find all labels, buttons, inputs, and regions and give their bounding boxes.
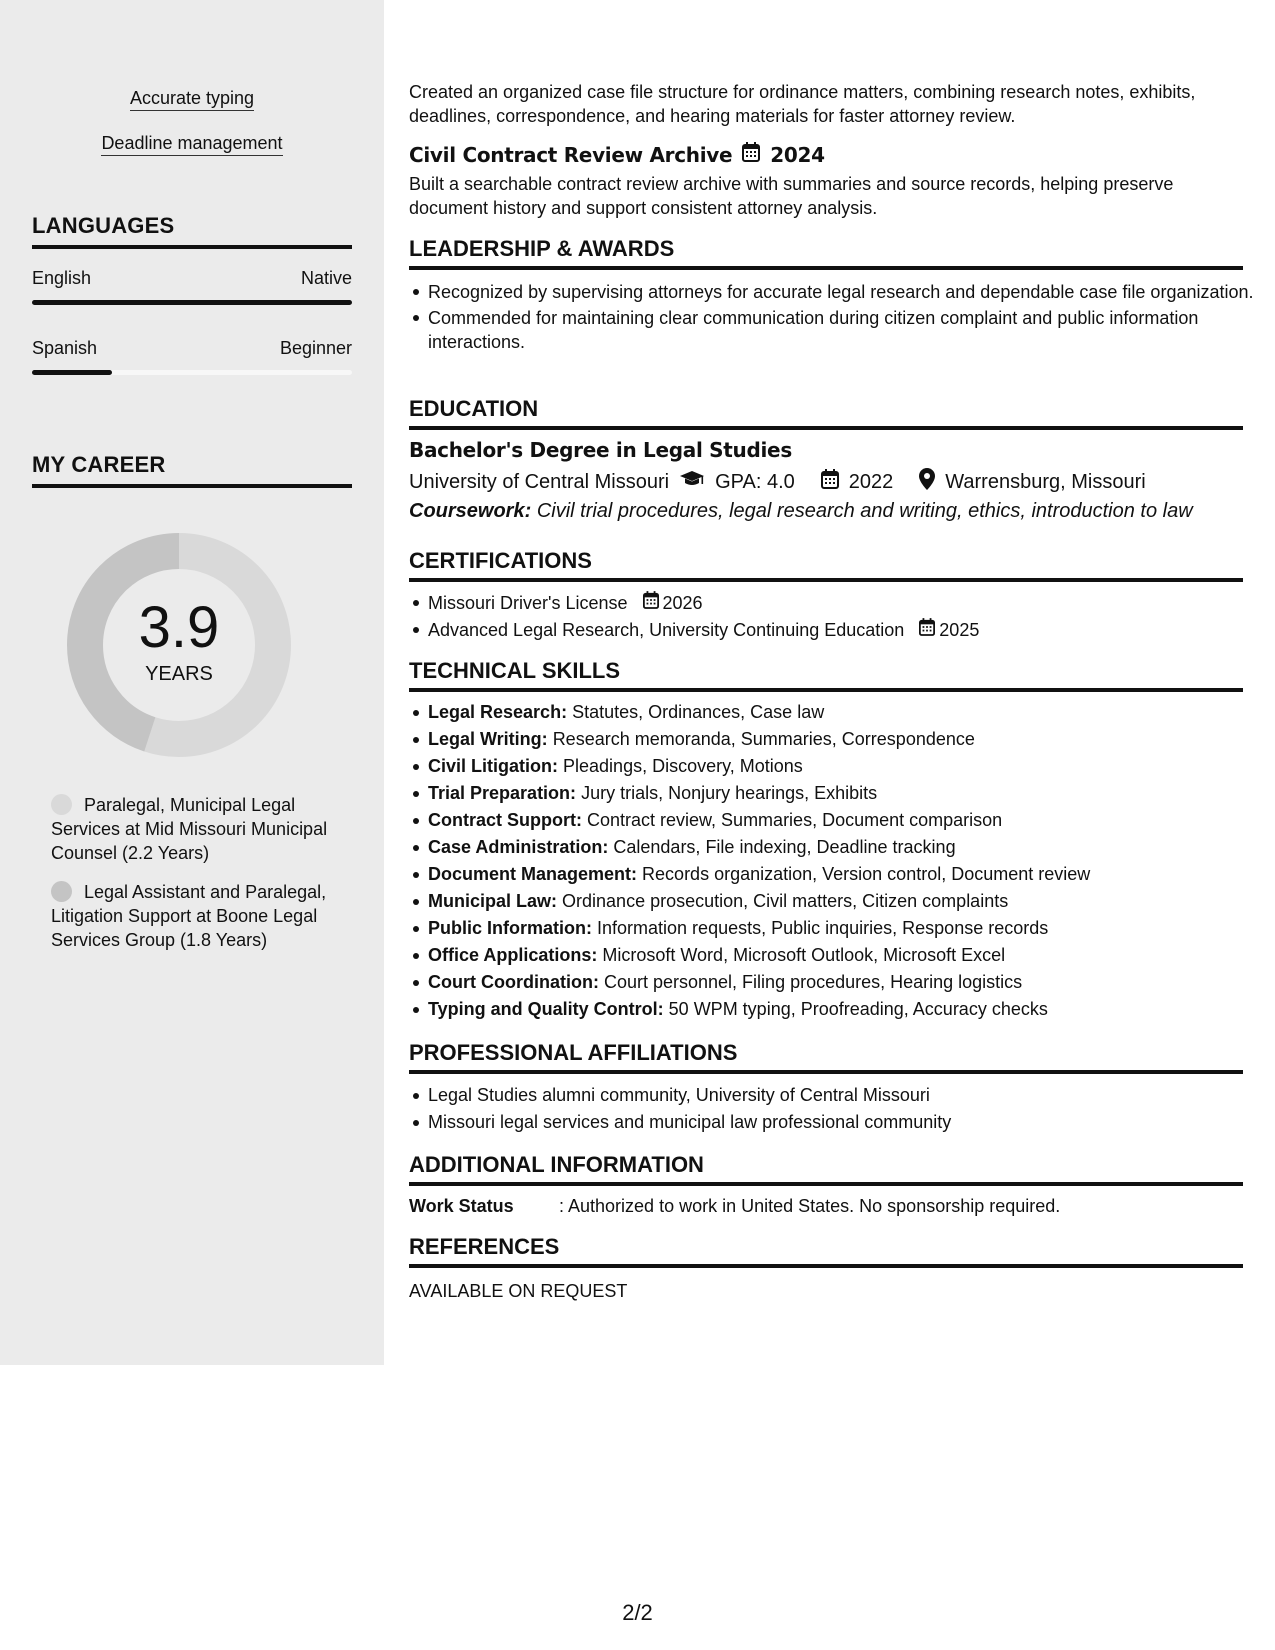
skill-category: Document Management: [428, 864, 638, 884]
skill-values: Records organization, Version control, Document review [642, 864, 1091, 884]
certification-name: Advanced Legal Research, University Continuing Education [428, 620, 905, 640]
language-english [32, 268, 352, 289]
section-heading-certifications: CERTIFICATIONS [409, 548, 1243, 582]
list-item: Commended for maintaining clear communication during citizen complaint and public information interactions. [428, 306, 1262, 354]
education-school: University of Central Missouri [409, 470, 670, 493]
skill-values: Contract review, Summaries, Document comparison [587, 810, 1003, 830]
language-name: Spanish [32, 338, 98, 358]
skill-accurate-typing [0, 88, 384, 109]
certification-year: 2025 [939, 620, 980, 640]
skill-values: 50 WPM typing, Proofreading, Accuracy checks [668, 999, 1048, 1019]
skill-category: Case Administration: [428, 837, 609, 857]
calendar-icon [742, 142, 760, 167]
skill-values: Microsoft Word, Microsoft Outlook, Microsoft Excel [602, 945, 1006, 965]
language-bar-fill [32, 300, 352, 305]
career-donut-center [66, 532, 292, 758]
language-bar-fill [32, 370, 112, 375]
career-item [51, 880, 331, 952]
skill-values: Research memoranda, Summaries, Correspondence [552, 729, 975, 749]
skill-category: Trial Preparation: [428, 783, 577, 803]
career-donut-chart [66, 532, 292, 758]
calendar-icon [643, 591, 659, 615]
skill-label: Accurate typing [130, 88, 254, 111]
skill-category: Civil Litigation: [428, 756, 558, 776]
skill-values: Statutes, Ordinances, Case law [572, 702, 825, 722]
leadership-list [409, 280, 1262, 354]
calendar-icon [821, 469, 839, 495]
skill-values: Calendars, File indexing, Deadline tracking [613, 837, 956, 857]
education-coursework [409, 500, 1193, 523]
affiliations-list [409, 1082, 1262, 1136]
section-heading-technical-skills: TECHNICAL SKILLS [409, 658, 1243, 692]
project-description: Created an organized case file structure for ordinance matters, combining research notes, exhibits, deadlines, correspondence, and hearing materials for faster attorney review. [409, 82, 1196, 126]
list-item: Legal Studies alumni community, University of Central Missouri [428, 1082, 1262, 1109]
certification-year: 2026 [662, 593, 703, 613]
career-item-text: Paralegal, Municipal Legal Services at Mid Missouri Municipal Counsel (2.2 Years) [51, 795, 328, 863]
skill-category: Typing and Quality Control: [428, 999, 664, 1019]
work-status-value: : Authorized to work in United States. No sponsorship required. [559, 1196, 1061, 1216]
skill-label: Deadline management [101, 133, 282, 156]
certification-item [428, 591, 1262, 615]
skill-values: Court personnel, Filing procedures, Hearing logistics [603, 972, 1023, 992]
skill-item [428, 969, 1262, 996]
education-degree: Bachelor's Degree in Legal Studies [409, 438, 792, 462]
education-location: Warrensburg, Missouri [945, 470, 1146, 493]
page-number: 2/2 [622, 1600, 653, 1625]
language-level: Beginner [279, 338, 352, 358]
skill-values: Pleadings, Discovery, Motions [563, 756, 803, 776]
certification-date [643, 591, 703, 615]
section-heading-references: REFERENCES [409, 1234, 1243, 1268]
skill-item [428, 915, 1262, 942]
skill-item [428, 861, 1262, 888]
section-heading-affiliations: PROFESSIONAL AFFILIATIONS [409, 1040, 1243, 1074]
graduation-cap-icon [679, 470, 705, 494]
skill-item [428, 834, 1262, 861]
list-item: Recognized by supervising attorneys for accurate legal research and dependable case file organization. [428, 280, 1262, 304]
skill-values: Jury trials, Nonjury hearings, Exhibits [581, 783, 878, 803]
project-title: Civil Contract Review Archive [409, 142, 733, 167]
education-year: 2022 [848, 470, 894, 493]
languages-heading: LANGUAGES [32, 213, 352, 249]
career-legend-dot [51, 881, 72, 902]
calendar-icon [919, 618, 935, 642]
career-legend-dot [51, 794, 72, 815]
skill-values: Information requests, Public inquiries, Response records [597, 918, 1049, 938]
skill-category: Legal Research: [428, 702, 568, 722]
section-heading-additional-info: ADDITIONAL INFORMATION [409, 1152, 1243, 1186]
skill-category: Contract Support: [428, 810, 582, 830]
skill-category: Municipal Law: [428, 891, 558, 911]
section-heading-education: EDUCATION [409, 396, 1243, 430]
language-spanish [32, 338, 352, 359]
skill-item [428, 753, 1262, 780]
language-bar-spanish [32, 370, 352, 375]
certifications-list [409, 591, 1262, 642]
skill-item [428, 942, 1262, 969]
language-bar-english [32, 300, 352, 305]
education-details [409, 468, 1146, 496]
section-heading-leadership: LEADERSHIP & AWARDS [409, 236, 1243, 270]
coursework-text: Civil trial procedures, legal research and writing, ethics, introduction to law [536, 500, 1193, 522]
skill-item [428, 726, 1262, 753]
skill-category: Office Applications: [428, 945, 598, 965]
skill-item [428, 888, 1262, 915]
skill-category: Court Coordination: [428, 972, 599, 992]
certification-date [919, 618, 979, 642]
skill-item [428, 780, 1262, 807]
certification-name: Missouri Driver's License [428, 593, 628, 613]
technical-skills-list [409, 699, 1262, 1023]
skill-item [428, 996, 1262, 1023]
career-item [51, 793, 331, 865]
career-item-text: Legal Assistant and Paralegal, Litigation Support at Boone Legal Services Group (1.8 Years) [51, 882, 327, 950]
work-status-row [409, 1196, 1060, 1217]
career-heading: MY CAREER [32, 452, 352, 488]
skill-category: Public Information: [428, 918, 592, 938]
career-total-value: 3.9 [138, 594, 220, 660]
skill-category: Legal Writing: [428, 729, 548, 749]
coursework-label: Coursework: [409, 500, 532, 522]
skill-item [428, 699, 1262, 726]
work-status-label: Work Status [409, 1196, 514, 1216]
language-level: Native [300, 268, 352, 288]
project-description: Built a searchable contract review archive with summaries and source records, helping preserve document history and support consistent attorney analysis. [409, 174, 1174, 218]
location-pin-icon [919, 468, 935, 496]
education-gpa: GPA: 4.0 [715, 470, 795, 493]
sidebar [0, 0, 384, 1365]
references-text: AVAILABLE ON REQUEST [409, 1281, 628, 1301]
list-item: Missouri legal services and municipal law professional community [428, 1109, 1262, 1136]
project-year: 2024 [770, 142, 825, 167]
project-title-row [409, 142, 825, 167]
language-name: English [32, 268, 92, 288]
skill-item [428, 807, 1262, 834]
skill-deadline-management [0, 133, 384, 154]
certification-item [428, 618, 1262, 642]
skill-values: Ordinance prosecution, Civil matters, Citizen complaints [562, 891, 1009, 911]
career-total-unit: YEARS [145, 662, 213, 685]
